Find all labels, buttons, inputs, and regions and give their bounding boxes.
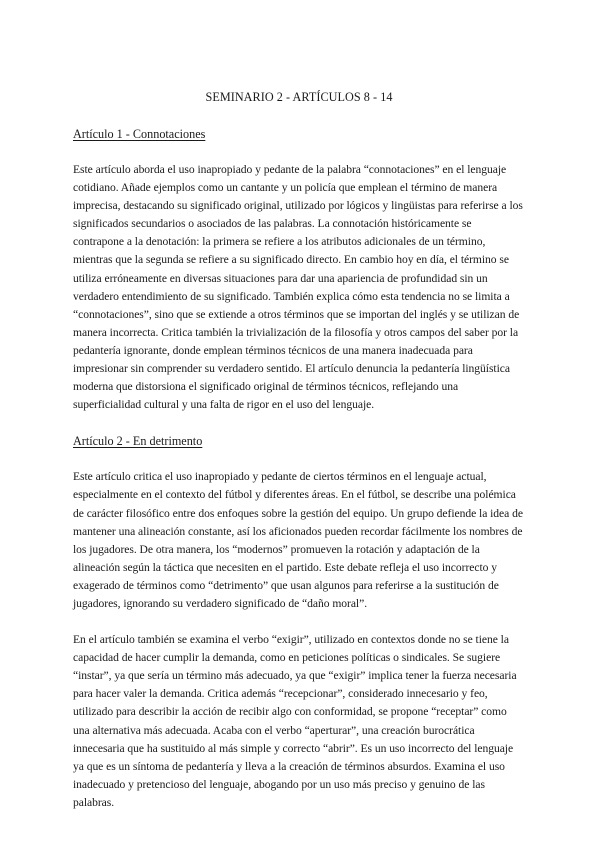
- section-heading-articulo-2: Artículo 2 - En detrimento: [73, 434, 203, 449]
- paragraph-articulo-2-part-1: Este artículo critica el uso inapropiado y pedante de ciertos términos en el lenguaje actual, especialmente en el contexto del fútbol y diferentes áreas. En el fútbol, se describe una polémica de carácter filosófico entre dos enfoques sobre la gestión del equipo. Un grupo defiende la idea de mantener una alineación constante, así los aficionados pueden recordar fácilmente los nombres de los jugadores. De otra manera, los “modernos” promueven la rotación y adaptación de la alineación según la táctica que necesiten en el partido. Este debate refleja el uso incorrecto y exagerado de términos como “detrimento” que usan algunos para referirse a la sustitución de jugadores, ignorando su verdadero significado de “daño moral”.: [73, 470, 523, 610]
- document-body: [73, 88, 525, 830]
- document-title: SEMINARIO 2 - ARTÍCULOS 8 - 14: [205, 90, 393, 104]
- paragraph-articulo-2-part-2: En el artículo también se examina el verbo “exigir”, utilizado en contextos donde no se tiene la capacidad de hacer cumplir la demanda, como en peticiones políticas o sindicales. Se sugiere “instar”, ya que sería un término más adecuado, ya que “exigir” implica tener la fuerza necesaria para hacer valer la demanda. Critica además “recepcionar”, considerado innecesario y feo, utilizado para describir la acción de recibir algo con conformidad, se propone “receptar” como una alternativa más adecuada. Acaba con el verbo “aperturar”, una creación burocrática innecesaria que ha sustituido al más simple y correcto “abrir”. Es un uso incorrecto del lenguaje ya que es un síntoma de pedantería y lleva a la creación de términos absurdos. Examina el uso inadecuado y pretencioso del lenguaje, abogando por un uso más preciso y genuino de las palabras.: [73, 633, 517, 809]
- paragraph-articulo-1: Este artículo aborda el uso inapropiado y pedante de la palabra “connotaciones” en el lenguaje cotidiano. Añade ejemplos como un cantante y un policía que emplean el término de manera imprecisa, destacando su significado original, utilizado por lógicos y lingüistas para referirse a los significados secundarios o asociados de las palabras. La connotación históricamente se contrapone a la denotación: la primera se refiere a los atributos adicionales de un término, mientras que la segunda se refiere a su significado directo. En cambio hoy en día, el término se utiliza erróneamente en diversas situaciones para dar una apariencia de profundidad sin un verdadero entendimiento de su significado. También explica cómo esta tendencia no se limita a “connotaciones”, sino que se extiende a otros términos que se importan del inglés y se utilizan de manera incorrecta. Critica también la trivialización de la filosofía y otros campos del saber por la pedantería ignorante, donde emplean términos técnicos de una manera inadecuada para impresionar sin comprender su verdadero sentido. El artículo denuncia la pedantería lingüística moderna que distorsiona el significado original de términos técnicos, reflejando una superficialidad cultural y una falta de rigor en el uso del lenguaje.: [73, 163, 523, 412]
- section-heading-articulo-1: Artículo 1 - Connotaciones: [73, 127, 206, 141]
